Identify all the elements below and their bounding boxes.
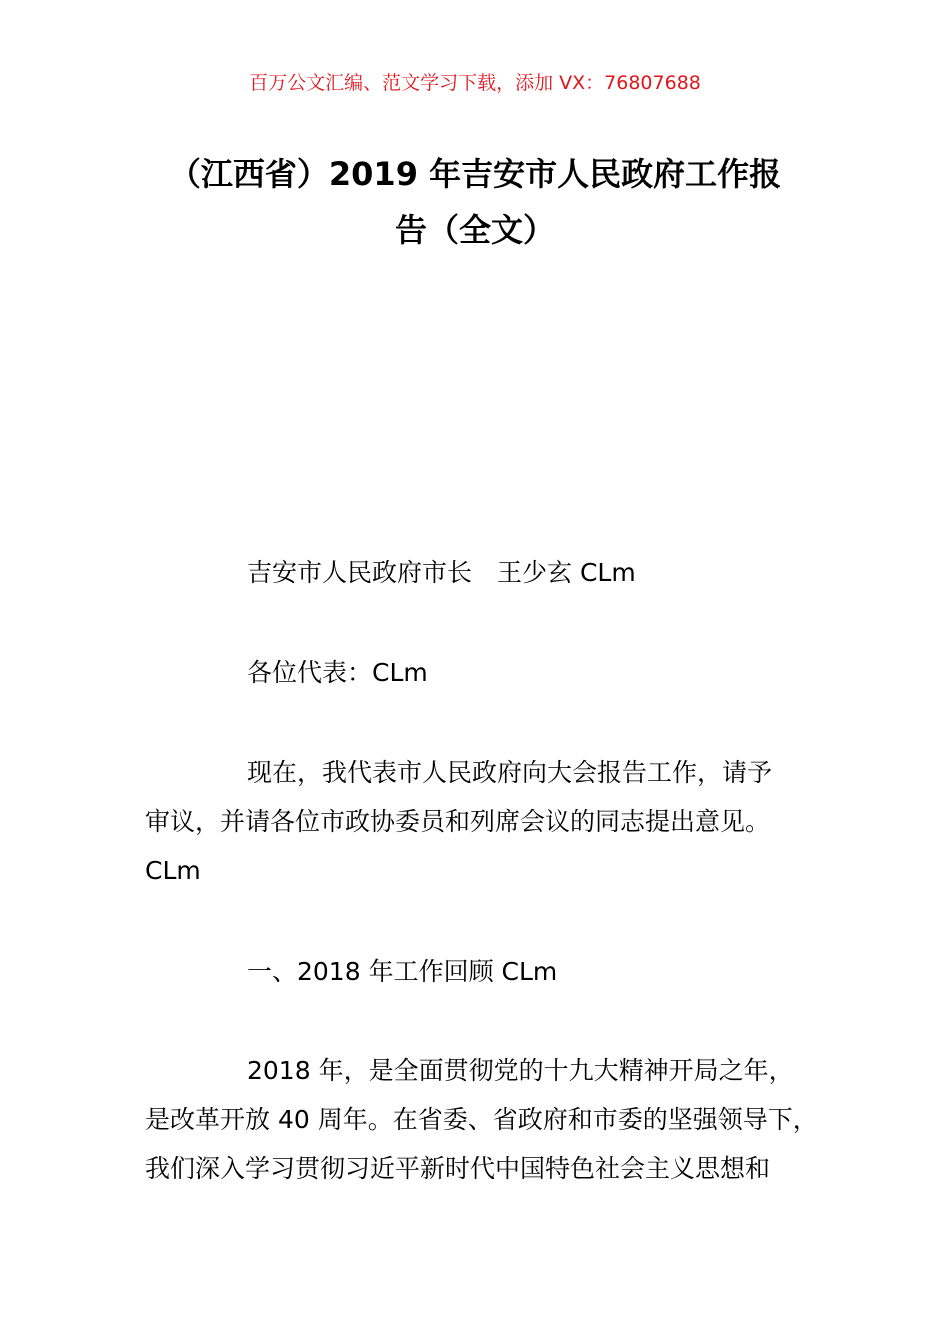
title-line-1: （江西省）2019 年吉安市人民政府工作报 [168, 155, 782, 193]
title-line-2: 告（全文） [394, 211, 555, 249]
section-line-1: 2018 年，是全面贯彻党的十九大精神开局之年， [247, 1056, 794, 1085]
intro-line-2: 审议，并请各位市政协委员和列席会议的同志提出意见。 [145, 807, 771, 836]
document-title [150, 146, 800, 258]
salutation [145, 648, 815, 697]
intro-paragraph [145, 748, 815, 895]
intro-line-3: CLm [145, 856, 201, 885]
intro-line-1: 现在，我代表市人民政府向大会报告工作，请予 [247, 758, 773, 787]
section-heading [145, 947, 815, 996]
section-paragraph [145, 1046, 818, 1193]
section-line-2: 是改革开放 40 周年。在省委、省政府和市委的坚强领导下， [145, 1105, 818, 1134]
section-line-3: 我们深入学习贯彻习近平新时代中国特色社会主义思想和 [145, 1154, 771, 1183]
salutation-text: 各位代表：CLm [247, 658, 428, 687]
section-heading-text: 一、2018 年工作回顾 CLm [247, 957, 558, 986]
header-banner: 百万公文汇编、范文学习下载，添加 VX：76807688 [249, 72, 701, 94]
author-line [145, 548, 815, 597]
author-text: 吉安市人民政府市长 王少玄 CLm [247, 558, 636, 587]
